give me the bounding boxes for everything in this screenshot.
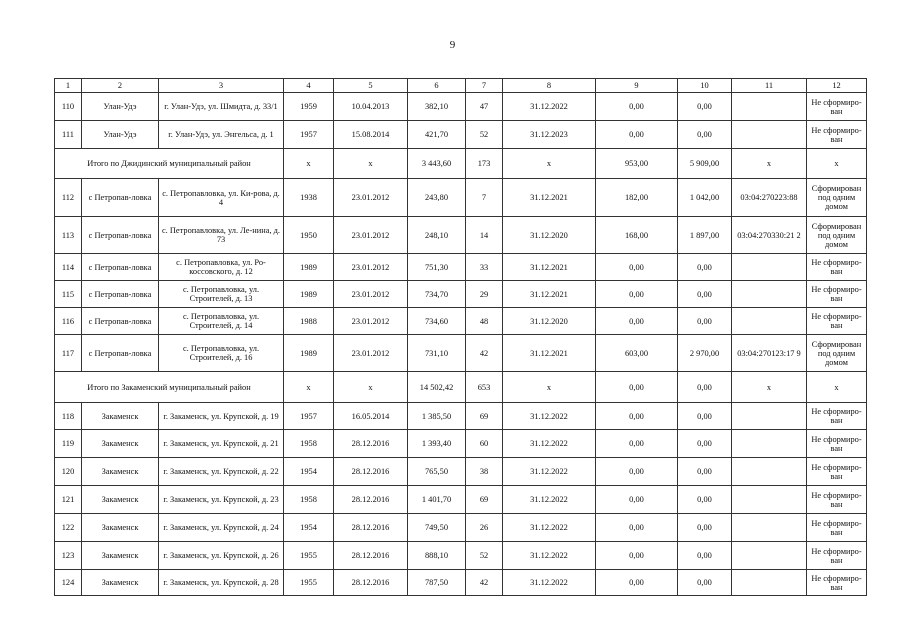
total-label: Итого по Джидинский муниципальный район xyxy=(55,149,284,179)
deadline-cell: 31.12.2022 xyxy=(503,430,596,458)
settlement-cell: Закаменск xyxy=(82,430,159,458)
cadastral-number-cell xyxy=(732,308,807,335)
area-cell: 1 393,40 xyxy=(408,430,466,458)
column-number-9: 9 xyxy=(596,79,678,93)
total-area-cell: 14 502,42 xyxy=(408,372,466,403)
value-10-cell: 0,00 xyxy=(678,281,732,308)
land-status-cell: Сформирован под одним домом xyxy=(807,179,867,217)
table-row xyxy=(55,308,867,335)
residents-cell: 48 xyxy=(466,308,503,335)
cadastral-number-cell xyxy=(732,121,807,149)
address-cell: г. Улан-Удэ, ул. Шмидта, д. 33/1 xyxy=(159,93,284,121)
year-built-cell: 1954 xyxy=(284,458,334,486)
address-cell: с. Петропавловка, ул. Строителей, д. 16 xyxy=(159,335,284,372)
column-number-7: 7 xyxy=(466,79,503,93)
row-number: 114 xyxy=(55,254,82,281)
year-built-cell: 1988 xyxy=(284,308,334,335)
area-cell: 1 401,70 xyxy=(408,486,466,514)
cadastral-number-cell xyxy=(732,570,807,596)
table-row xyxy=(55,458,867,486)
settlement-cell: с Петропав-ловка xyxy=(82,281,159,308)
area-cell: 382,10 xyxy=(408,93,466,121)
settlement-cell: с Петропав-ловка xyxy=(82,254,159,281)
deadline-cell: 31.12.2022 xyxy=(503,514,596,542)
total-cell: х xyxy=(503,149,596,179)
settlement-cell: с Петропав-ловка xyxy=(82,217,159,254)
district-total-row xyxy=(55,372,867,403)
value-10-cell: 1 042,00 xyxy=(678,179,732,217)
address-cell: г. Закаменск, ул. Крупской, д. 26 xyxy=(159,542,284,570)
date-cell: 28.12.2016 xyxy=(334,486,408,514)
year-built-cell: 1957 xyxy=(284,403,334,430)
residents-cell: 52 xyxy=(466,542,503,570)
settlement-cell: с Петропав-ловка xyxy=(82,335,159,372)
total-area-cell: 3 443,60 xyxy=(408,149,466,179)
settlement-cell: Закаменск xyxy=(82,403,159,430)
column-number-3: 3 xyxy=(159,79,284,93)
table-row xyxy=(55,93,867,121)
year-built-cell: 1955 xyxy=(284,570,334,596)
land-status-cell: Не сформиро-ван xyxy=(807,93,867,121)
value-10-cell: 0,00 xyxy=(678,430,732,458)
cadastral-number-cell xyxy=(732,514,807,542)
column-number-12: 12 xyxy=(807,79,867,93)
value-10-cell: 2 970,00 xyxy=(678,335,732,372)
table-row xyxy=(55,254,867,281)
table-row xyxy=(55,430,867,458)
date-cell: 16.05.2014 xyxy=(334,403,408,430)
area-cell: 765,50 xyxy=(408,458,466,486)
land-status-cell: Не сформиро-ван xyxy=(807,570,867,596)
date-cell: 23.01.2012 xyxy=(334,254,408,281)
column-number-8: 8 xyxy=(503,79,596,93)
year-built-cell: 1954 xyxy=(284,514,334,542)
area-cell: 734,60 xyxy=(408,308,466,335)
value-9-cell: 0,00 xyxy=(596,486,678,514)
deadline-cell: 31.12.2022 xyxy=(503,93,596,121)
settlement-cell: Улан-Удэ xyxy=(82,93,159,121)
date-cell: 28.12.2016 xyxy=(334,458,408,486)
value-9-cell: 0,00 xyxy=(596,308,678,335)
settlement-cell: Закаменск xyxy=(82,458,159,486)
land-status-cell: Не сформиро-ван xyxy=(807,486,867,514)
total-residents-cell: 173 xyxy=(466,149,503,179)
row-number: 118 xyxy=(55,403,82,430)
value-9-cell: 0,00 xyxy=(596,458,678,486)
table-row xyxy=(55,281,867,308)
area-cell: 787,50 xyxy=(408,570,466,596)
value-10-cell: 0,00 xyxy=(678,121,732,149)
residents-cell: 42 xyxy=(466,335,503,372)
address-cell: г. Закаменск, ул. Крупской, д. 28 xyxy=(159,570,284,596)
value-10-cell: 0,00 xyxy=(678,542,732,570)
row-number: 120 xyxy=(55,458,82,486)
value-10-cell: 0,00 xyxy=(678,254,732,281)
residents-cell: 14 xyxy=(466,217,503,254)
cadastral-number-cell: 03:04:270330:21 2 xyxy=(732,217,807,254)
deadline-cell: 31.12.2021 xyxy=(503,179,596,217)
row-number: 124 xyxy=(55,570,82,596)
land-status-cell: Не сформиро-ван xyxy=(807,281,867,308)
settlement-cell: Закаменск xyxy=(82,514,159,542)
column-number-10: 10 xyxy=(678,79,732,93)
value-9-cell: 0,00 xyxy=(596,281,678,308)
total-cell: х xyxy=(503,372,596,403)
date-cell: 28.12.2016 xyxy=(334,430,408,458)
cadastral-number-cell xyxy=(732,486,807,514)
date-cell: 23.01.2012 xyxy=(334,217,408,254)
land-status-cell: Не сформиро-ван xyxy=(807,458,867,486)
area-cell: 734,70 xyxy=(408,281,466,308)
area-cell: 751,30 xyxy=(408,254,466,281)
date-cell: 23.01.2012 xyxy=(334,308,408,335)
address-cell: г. Улан-Удэ, ул. Энгельса, д. 1 xyxy=(159,121,284,149)
row-number: 121 xyxy=(55,486,82,514)
cadastral-number-cell xyxy=(732,458,807,486)
area-cell: 421,70 xyxy=(408,121,466,149)
value-9-cell: 0,00 xyxy=(596,121,678,149)
deadline-cell: 31.12.2023 xyxy=(503,121,596,149)
residents-cell: 26 xyxy=(466,514,503,542)
settlement-cell: Закаменск xyxy=(82,486,159,514)
row-number: 115 xyxy=(55,281,82,308)
year-built-cell: 1955 xyxy=(284,542,334,570)
residents-cell: 7 xyxy=(466,179,503,217)
land-status-cell: Сформирован под одним домом xyxy=(807,217,867,254)
address-cell: г. Закаменск, ул. Крупской, д. 24 xyxy=(159,514,284,542)
value-10-cell: 0,00 xyxy=(678,93,732,121)
total-cell: х xyxy=(807,372,867,403)
cadastral-number-cell xyxy=(732,430,807,458)
value-9-cell: 168,00 xyxy=(596,217,678,254)
table-row xyxy=(55,217,867,254)
table-row xyxy=(55,514,867,542)
residents-cell: 38 xyxy=(466,458,503,486)
year-built-cell: 1950 xyxy=(284,217,334,254)
date-cell: 23.01.2012 xyxy=(334,179,408,217)
residents-cell: 47 xyxy=(466,93,503,121)
settlement-cell: Улан-Удэ xyxy=(82,121,159,149)
value-9-cell: 182,00 xyxy=(596,179,678,217)
value-10-cell: 0,00 xyxy=(678,458,732,486)
total-cell: х xyxy=(732,149,807,179)
column-number-4: 4 xyxy=(284,79,334,93)
total-value-10-cell: 5 909,00 xyxy=(678,149,732,179)
value-9-cell: 0,00 xyxy=(596,514,678,542)
table-row xyxy=(55,179,867,217)
value-10-cell: 0,00 xyxy=(678,486,732,514)
year-built-cell: 1989 xyxy=(284,254,334,281)
deadline-cell: 31.12.2022 xyxy=(503,542,596,570)
value-10-cell: 0,00 xyxy=(678,403,732,430)
total-label: Итого по Закаменский муниципальный район xyxy=(55,372,284,403)
date-cell: 23.01.2012 xyxy=(334,335,408,372)
value-10-cell: 0,00 xyxy=(678,514,732,542)
address-cell: с. Петропавловка, ул. Ки-рова, д. 4 xyxy=(159,179,284,217)
address-cell: г. Закаменск, ул. Крупской, д. 23 xyxy=(159,486,284,514)
year-built-cell: 1959 xyxy=(284,93,334,121)
land-status-cell: Не сформиро-ван xyxy=(807,403,867,430)
row-number: 111 xyxy=(55,121,82,149)
table-row xyxy=(55,486,867,514)
address-cell: с. Петропавловка, ул. Строителей, д. 14 xyxy=(159,308,284,335)
deadline-cell: 31.12.2021 xyxy=(503,335,596,372)
deadline-cell: 31.12.2022 xyxy=(503,570,596,596)
column-number-2: 2 xyxy=(82,79,159,93)
year-built-cell: 1958 xyxy=(284,486,334,514)
column-number-5: 5 xyxy=(334,79,408,93)
value-9-cell: 603,00 xyxy=(596,335,678,372)
date-cell: 10.04.2013 xyxy=(334,93,408,121)
value-9-cell: 0,00 xyxy=(596,570,678,596)
total-value-10-cell: 0,00 xyxy=(678,372,732,403)
residents-cell: 52 xyxy=(466,121,503,149)
row-number: 123 xyxy=(55,542,82,570)
value-9-cell: 0,00 xyxy=(596,430,678,458)
table-row xyxy=(55,542,867,570)
row-number: 112 xyxy=(55,179,82,217)
address-cell: с. Петропавловка, ул. Ро-коссовского, д. 12 xyxy=(159,254,284,281)
table-row xyxy=(55,570,867,596)
housing-register-table xyxy=(54,78,867,596)
address-cell: с. Петропавловка, ул. Ле-нина, д. 73 xyxy=(159,217,284,254)
column-number-11: 11 xyxy=(732,79,807,93)
cadastral-number-cell: 03:04:270223:88 xyxy=(732,179,807,217)
value-9-cell: 0,00 xyxy=(596,254,678,281)
year-built-cell: 1989 xyxy=(284,335,334,372)
row-number: 119 xyxy=(55,430,82,458)
deadline-cell: 31.12.2022 xyxy=(503,403,596,430)
date-cell: 15.08.2014 xyxy=(334,121,408,149)
date-cell: 28.12.2016 xyxy=(334,514,408,542)
cadastral-number-cell xyxy=(732,254,807,281)
residents-cell: 29 xyxy=(466,281,503,308)
settlement-cell: с Петропав-ловка xyxy=(82,179,159,217)
district-total-row xyxy=(55,149,867,179)
address-cell: г. Закаменск, ул. Крупской, д. 22 xyxy=(159,458,284,486)
total-residents-cell: 653 xyxy=(466,372,503,403)
total-value-9-cell: 0,00 xyxy=(596,372,678,403)
total-cell: х xyxy=(807,149,867,179)
cadastral-number-cell xyxy=(732,93,807,121)
residents-cell: 69 xyxy=(466,486,503,514)
total-cell: х xyxy=(284,149,334,179)
land-status-cell: Сформирован под одним домом xyxy=(807,335,867,372)
area-cell: 1 385,50 xyxy=(408,403,466,430)
row-number: 110 xyxy=(55,93,82,121)
deadline-cell: 31.12.2021 xyxy=(503,254,596,281)
settlement-cell: Закаменск xyxy=(82,570,159,596)
residents-cell: 60 xyxy=(466,430,503,458)
area-cell: 243,80 xyxy=(408,179,466,217)
residents-cell: 33 xyxy=(466,254,503,281)
date-cell: 23.01.2012 xyxy=(334,281,408,308)
value-9-cell: 0,00 xyxy=(596,403,678,430)
deadline-cell: 31.12.2020 xyxy=(503,217,596,254)
date-cell: 28.12.2016 xyxy=(334,570,408,596)
cadastral-number-cell xyxy=(732,542,807,570)
cadastral-number-cell: 03:04:270123:17 9 xyxy=(732,335,807,372)
total-cell: х xyxy=(334,372,408,403)
address-cell: г. Закаменск, ул. Крупской, д. 19 xyxy=(159,403,284,430)
value-10-cell: 1 897,00 xyxy=(678,217,732,254)
cadastral-number-cell xyxy=(732,281,807,308)
year-built-cell: 1938 xyxy=(284,179,334,217)
residents-cell: 69 xyxy=(466,403,503,430)
date-cell: 28.12.2016 xyxy=(334,542,408,570)
area-cell: 248,10 xyxy=(408,217,466,254)
land-status-cell: Не сформиро-ван xyxy=(807,430,867,458)
value-10-cell: 0,00 xyxy=(678,308,732,335)
land-status-cell: Не сформиро-ван xyxy=(807,254,867,281)
column-number-6: 6 xyxy=(408,79,466,93)
land-status-cell: Не сформиро-ван xyxy=(807,514,867,542)
value-9-cell: 0,00 xyxy=(596,542,678,570)
total-cell: х xyxy=(334,149,408,179)
row-number: 116 xyxy=(55,308,82,335)
year-built-cell: 1957 xyxy=(284,121,334,149)
deadline-cell: 31.12.2021 xyxy=(503,281,596,308)
value-10-cell: 0,00 xyxy=(678,570,732,596)
cadastral-number-cell xyxy=(732,403,807,430)
address-cell: г. Закаменск, ул. Крупской, д. 21 xyxy=(159,430,284,458)
area-cell: 749,50 xyxy=(408,514,466,542)
year-built-cell: 1989 xyxy=(284,281,334,308)
row-number: 117 xyxy=(55,335,82,372)
row-number: 122 xyxy=(55,514,82,542)
total-value-9-cell: 953,00 xyxy=(596,149,678,179)
value-9-cell: 0,00 xyxy=(596,93,678,121)
settlement-cell: Закаменск xyxy=(82,542,159,570)
land-status-cell: Не сформиро-ван xyxy=(807,308,867,335)
total-cell: х xyxy=(284,372,334,403)
settlement-cell: с Петропав-ловка xyxy=(82,308,159,335)
deadline-cell: 31.12.2022 xyxy=(503,486,596,514)
year-built-cell: 1958 xyxy=(284,430,334,458)
address-cell: с. Петропавловка, ул. Строителей, д. 13 xyxy=(159,281,284,308)
area-cell: 888,10 xyxy=(408,542,466,570)
row-number: 113 xyxy=(55,217,82,254)
column-number-header-row xyxy=(55,79,867,93)
residents-cell: 42 xyxy=(466,570,503,596)
table-row xyxy=(55,335,867,372)
area-cell: 731,10 xyxy=(408,335,466,372)
deadline-cell: 31.12.2020 xyxy=(503,308,596,335)
table-row xyxy=(55,403,867,430)
deadline-cell: 31.12.2022 xyxy=(503,458,596,486)
total-cell: х xyxy=(732,372,807,403)
land-status-cell: Не сформиро-ван xyxy=(807,542,867,570)
page-number: 9 xyxy=(449,39,456,51)
table-row xyxy=(55,121,867,149)
column-number-1: 1 xyxy=(55,79,82,93)
land-status-cell: Не сформиро-ван xyxy=(807,121,867,149)
